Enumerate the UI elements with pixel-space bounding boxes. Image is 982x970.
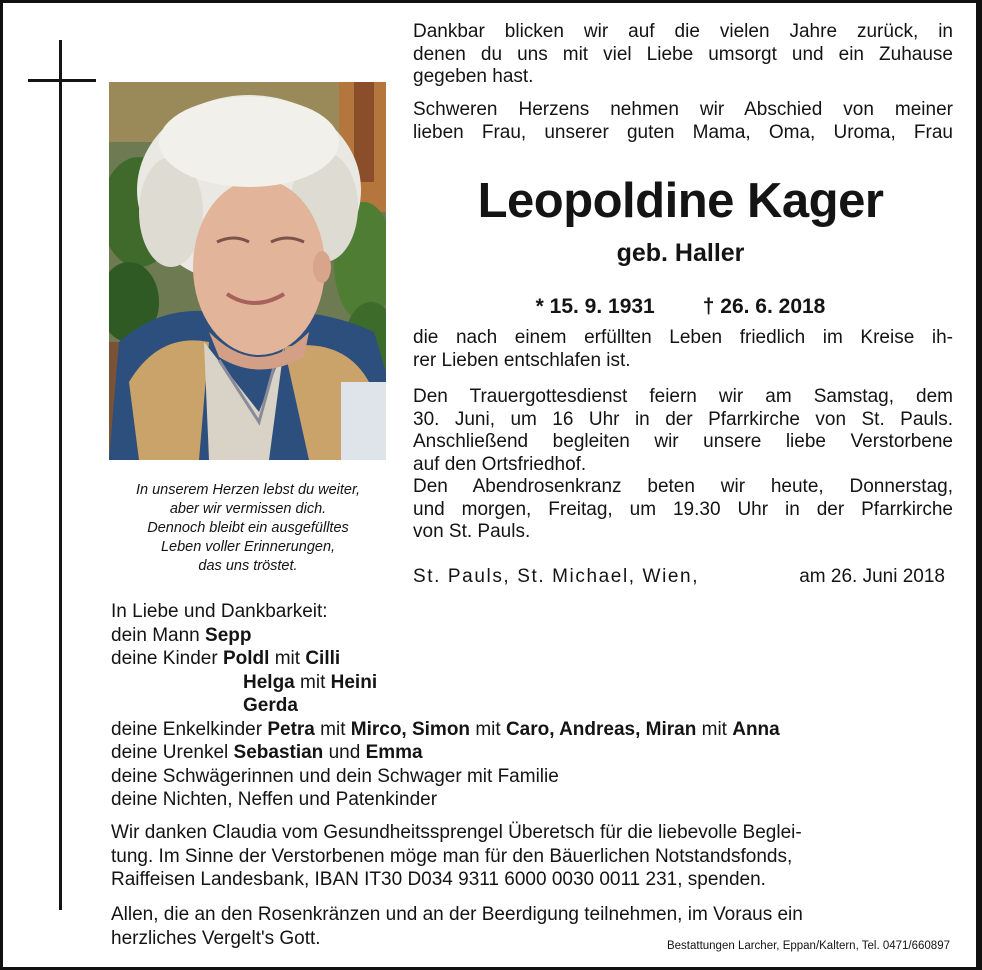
service-line: Den Abendrosenkranz beten wir heute, Donnerstag,	[413, 476, 953, 497]
family-row-inlaws: deine Schwägerinnen und dein Schwager mit Familie	[111, 765, 559, 787]
passing-line: die nach einem erfüllten Leben friedlich im Kreise ih-	[413, 327, 953, 348]
portrait-photo	[109, 82, 386, 460]
deceased-name: Leopoldine Kager	[477, 174, 884, 228]
thanks-donation	[111, 821, 949, 892]
family-row-child2: Helga mit Heini	[243, 671, 378, 693]
notice-date: am 26. Juni 2018	[799, 566, 945, 587]
family-intro: In Liebe und Dankbarkeit:	[111, 601, 328, 622]
service-line: Den Trauergottesdienst feiern wir am Samstag, dem	[413, 386, 953, 407]
thanks-line: Wir danken Claudia vom Gesundheitssprengel Überetsch für die liebevolle Beglei-	[111, 822, 802, 843]
intro-line: gegeben hast.	[413, 66, 534, 87]
service-line: von St. Pauls.	[413, 521, 531, 542]
farewell-text	[413, 99, 953, 144]
death-date: † 26. 6. 2018	[702, 295, 826, 318]
memorial-quote	[100, 481, 396, 576]
passing-text	[413, 327, 953, 372]
passing-line: rer Lieben entschlafen ist.	[413, 349, 631, 371]
life-dates	[413, 294, 948, 320]
birth-date: * 15. 9. 1931	[535, 295, 655, 318]
place-date	[413, 565, 945, 589]
quote-line: In unserem Herzen lebst du weiter,	[135, 482, 361, 498]
quote-line: Dennoch bleibt ein ausgefülltes	[147, 520, 349, 536]
family-row-grandchildren: deine Enkelkinder Petra mit Mirco, Simon mit Caro, Andreas, Miran mit Anna	[111, 718, 780, 740]
maiden-name: geb. Haller	[616, 239, 745, 267]
intro-line: Dankbar blicken wir auf die vielen Jahre zurück, in	[413, 21, 953, 42]
place-names: St. Pauls, St. Michael, Wien,	[413, 566, 700, 587]
thanks-line: herzliches Vergelt's Gott.	[111, 927, 321, 949]
family-row-great-grandchildren: deine Urenkel Sebastian und Emma	[111, 742, 423, 763]
service-line: Anschließend begleiten wir unsere liebe Verstorbene	[413, 431, 953, 452]
intro-line: Schweren Herzens nehmen wir Abschied von meiner	[413, 99, 953, 120]
service-line: 30. Juni, um 16 Uhr in der Pfarrkirche von St. Pauls.	[413, 408, 953, 430]
intro-line: denen du uns mit viel Liebe umsorgt und ein Zuhause	[413, 43, 953, 65]
thanks-line: Allen, die an den Rosenkränzen und an der Beerdigung teilnehmen, im Voraus ein	[111, 904, 803, 925]
family-row-husband: dein Mann Sepp	[111, 624, 252, 646]
family-row-relatives: deine Nichten, Neffen und Patenkinder	[111, 789, 438, 810]
thanks-line: tung. Im Sinne der Verstorbenen möge man für den Bäuerlichen Notstandsfonds,	[111, 845, 793, 867]
thanks-line: Raiffeisen Landesbank, IBAN IT30 D034 9311 6000 0030 0011 231, spenden.	[111, 869, 766, 890]
quote-line: Leben voller Erinnerungen,	[160, 539, 336, 555]
family-row-children: deine Kinder Poldl mit Cilli	[111, 648, 341, 669]
service-line: auf den Ortsfriedhof.	[413, 453, 587, 475]
intro-text	[413, 21, 953, 89]
service-line: und morgen, Freitag, um 19.30 Uhr in der Pfarrkirche	[413, 498, 953, 520]
family-list	[111, 600, 780, 812]
family-row-child3: Gerda	[243, 695, 298, 716]
intro-line: lieben Frau, unserer guten Mama, Oma, Uroma, Frau	[413, 121, 953, 143]
funeral-home-footer: Bestattungen Larcher, Eppan/Kaltern, Tel. 0471/660897	[666, 940, 950, 952]
quote-line: aber wir vermissen dich.	[169, 501, 327, 517]
service-text	[413, 386, 953, 544]
quote-line: das uns tröstet.	[198, 558, 298, 574]
